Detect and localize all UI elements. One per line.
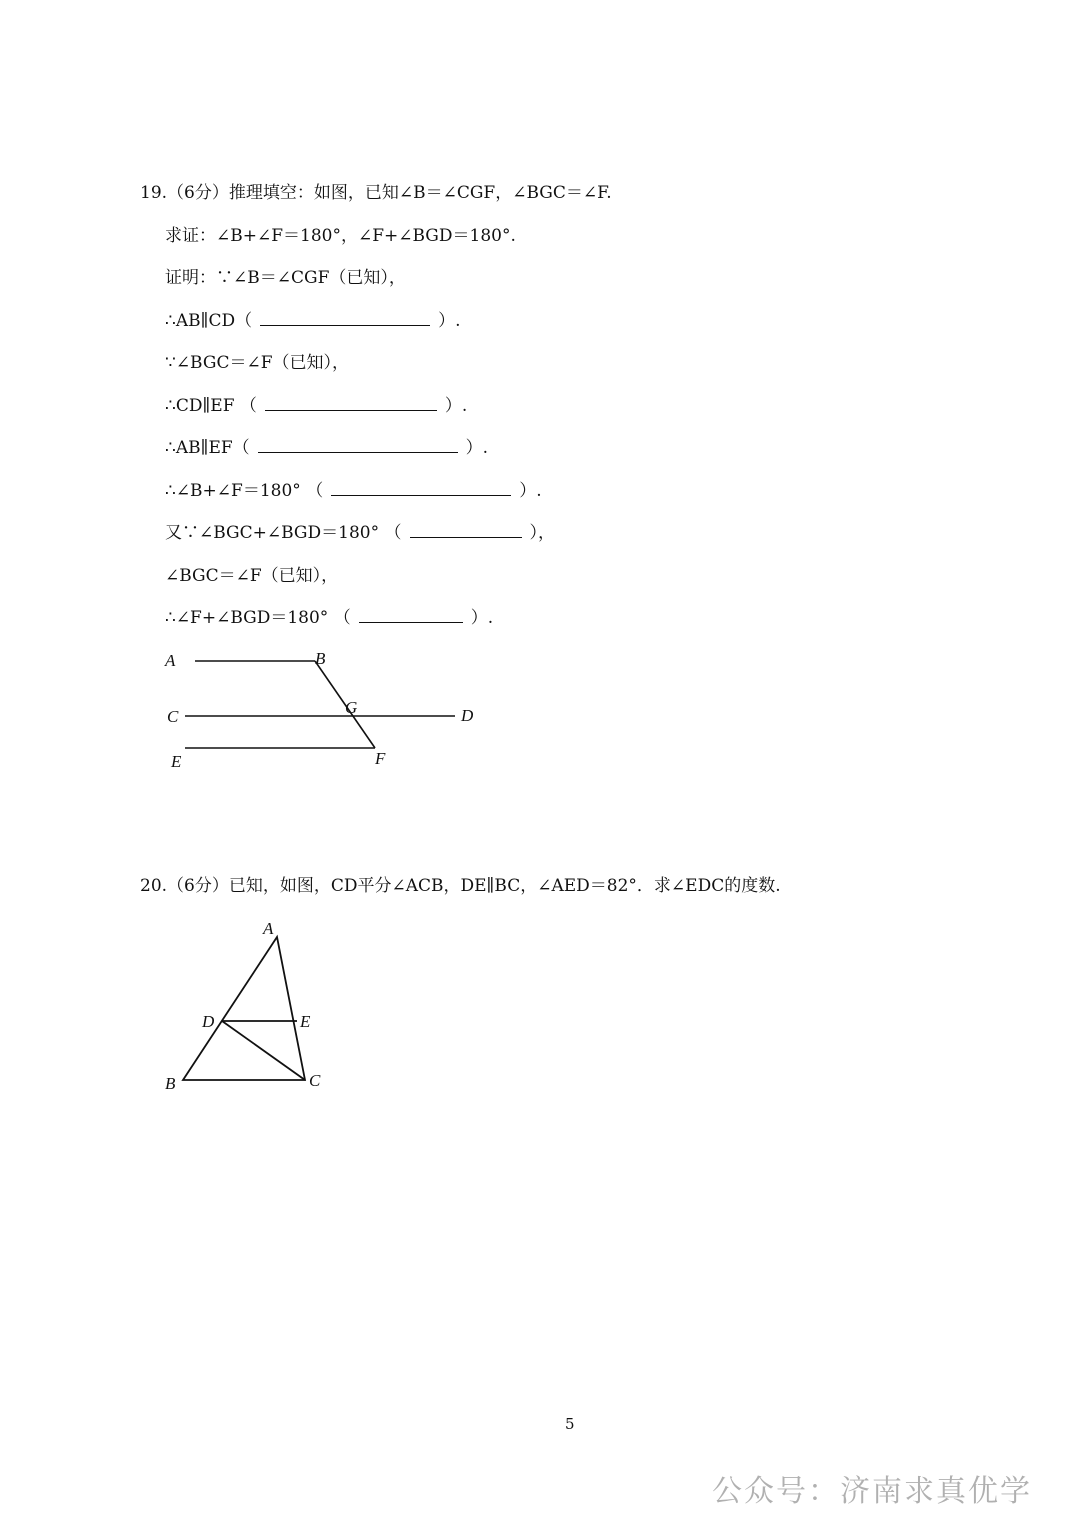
footer-watermark: 公众号：济南求真优学: [712, 1474, 1032, 1509]
label-E: E: [300, 1012, 311, 1031]
label-B: B: [165, 1074, 176, 1093]
q19-figure: [155, 640, 495, 780]
label-D: D: [202, 1012, 215, 1031]
q19-proof-line-1: 证明：∵∠B＝∠CGF（已知），: [165, 268, 406, 288]
q19-proof-line-2: ∴AB∥CD（ ）.: [165, 311, 461, 331]
q19-proof-line-9: ∴∠F+∠BGD＝180° （ ）.: [165, 608, 494, 628]
label-B: B: [315, 649, 326, 668]
q19-proof-line-7: 又∵∠BGC+∠BGD＝180° （ ），: [165, 523, 555, 543]
answer-blank-3[interactable]: [258, 438, 458, 453]
answer-blank-6[interactable]: [359, 608, 463, 623]
q19-prove: 求证：∠B+∠F＝180°，∠F+∠BGD＝180°.: [165, 226, 516, 246]
label-E: E: [171, 752, 182, 771]
q19-proof-line-6: ∴∠B+∠F＝180° （ ）.: [165, 481, 542, 501]
q19-header: 19.（6分）推理填空：如图，已知∠B＝∠CGF，∠BGC＝∠F.: [140, 183, 612, 203]
q20-header: 20.（6分）已知，如图，CD平分∠ACB，DE∥BC，∠AED＝82°．求∠EDC的度数.: [140, 876, 781, 896]
label-D: D: [461, 706, 474, 725]
label-C: C: [167, 707, 179, 726]
q19-proof-line-3: ∵∠BGC＝∠F（已知），: [165, 353, 349, 373]
answer-blank-1[interactable]: [260, 311, 430, 326]
q20-figure: [155, 915, 345, 1100]
label-A: A: [263, 919, 274, 938]
label-A: A: [165, 651, 176, 670]
q19-proof-line-4: ∴CD∥EF （ ）.: [165, 396, 468, 416]
answer-blank-2[interactable]: [265, 396, 437, 411]
page-number: 5: [565, 1415, 575, 1433]
label-F: F: [375, 749, 386, 768]
label-C: C: [309, 1071, 321, 1090]
answer-blank-5[interactable]: [410, 523, 522, 538]
q19-proof-line-5: ∴AB∥EF（ ）.: [165, 438, 489, 458]
segment-DC: [222, 1021, 305, 1080]
q19-proof-line-8: ∠BGC＝∠F（已知），: [165, 566, 339, 586]
label-G: G: [345, 698, 358, 717]
answer-blank-4[interactable]: [331, 481, 511, 496]
triangle-ABC: [183, 937, 305, 1080]
